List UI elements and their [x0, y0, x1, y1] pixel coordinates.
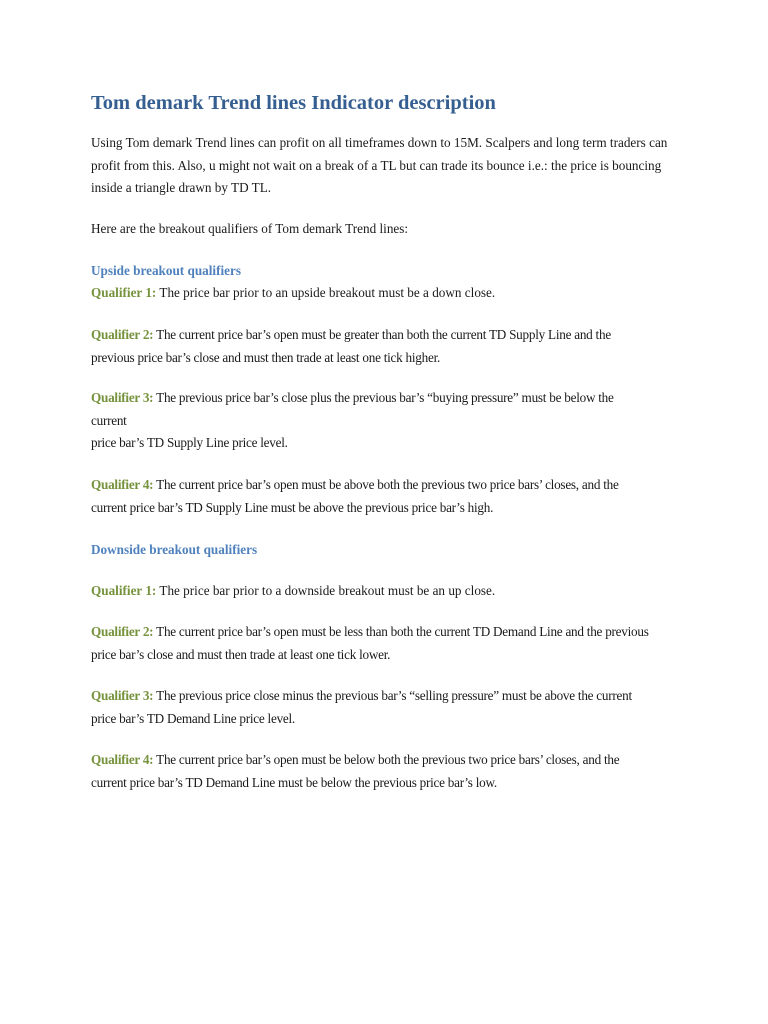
- lead-paragraph: Here are the breakout qualifiers of Tom demark Trend lines:: [91, 221, 409, 236]
- qualifier-text: current price bar’s TD Demand Line must be below the previous price bar’s low.: [91, 774, 497, 790]
- qualifier-text: price bar’s close and must then trade at least one tick lower.: [91, 646, 391, 662]
- qualifier-label: Qualifier 1:: [91, 583, 157, 598]
- intro-line: inside a triangle drawn by TD TL.: [91, 180, 272, 195]
- qualifier-text: The price bar prior to a downside breakout must be an up close.: [156, 583, 496, 598]
- upside-heading: Upside breakout qualifiers: [91, 263, 241, 278]
- qualifier-label: Qualifier 2:: [91, 624, 154, 639]
- qualifier-text: The current price bar’s open must be below both the previous two price bars’ closes, and the: [153, 752, 620, 767]
- downside-heading: Downside breakout qualifiers: [91, 542, 258, 557]
- qualifier-text: The current price bar’s open must be less than both the current TD Demand Line and the previous: [153, 624, 649, 639]
- upside-qualifier-2: [91, 324, 611, 369]
- qualifier-text: The price bar prior to an upside breakout must be a down close.: [156, 285, 496, 300]
- qualifier-text: price bar’s TD Demand Line price level.: [91, 710, 295, 726]
- qualifier-text: current: [91, 412, 127, 428]
- qualifier-text: previous price bar’s close and must then trade at least one tick higher.: [91, 349, 441, 365]
- qualifier-label: Qualifier 4:: [91, 752, 154, 767]
- intro-line: profit from this. Also, u might not wait on a break of a TL but can trade its bounce i.e.: the price is bouncing: [91, 157, 662, 173]
- upside-qualifier-1: [91, 282, 495, 305]
- qualifier-text: current price bar’s TD Supply Line must be above the previous price bar’s high.: [91, 499, 494, 515]
- qualifier-label: Qualifier 4:: [91, 477, 154, 492]
- qualifier-label: Qualifier 2:: [91, 327, 154, 342]
- upside-qualifier-4: [91, 474, 619, 519]
- qualifier-text: The previous price close minus the previous bar’s “selling pressure” must be above the current: [153, 688, 632, 703]
- qualifier-text: The current price bar’s open must be greater than both the current TD Supply Line and the: [153, 327, 611, 342]
- downside-qualifier-3: [91, 685, 632, 730]
- downside-qualifier-1: [91, 580, 495, 603]
- qualifier-label: Qualifier 1:: [91, 285, 157, 300]
- page-title: Tom demark Trend lines Indicator description: [91, 92, 496, 114]
- qualifier-text: The previous price bar’s close plus the previous bar’s “buying pressure” must be below the: [153, 390, 614, 405]
- downside-qualifier-2: [91, 621, 649, 666]
- downside-qualifier-4: [91, 749, 619, 794]
- upside-qualifier-3: [91, 387, 614, 455]
- qualifier-text: price bar’s TD Supply Line price level.: [91, 435, 288, 450]
- intro-line: Using Tom demark Trend lines can profit on all timeframes down to 15M. Scalpers and long term traders can: [91, 135, 668, 150]
- qualifier-text: The current price bar’s open must be above both the previous two price bars’ closes, and the: [153, 477, 619, 492]
- qualifier-label: Qualifier 3:: [91, 390, 154, 405]
- qualifier-label: Qualifier 3:: [91, 688, 154, 703]
- intro-paragraph: [91, 132, 667, 200]
